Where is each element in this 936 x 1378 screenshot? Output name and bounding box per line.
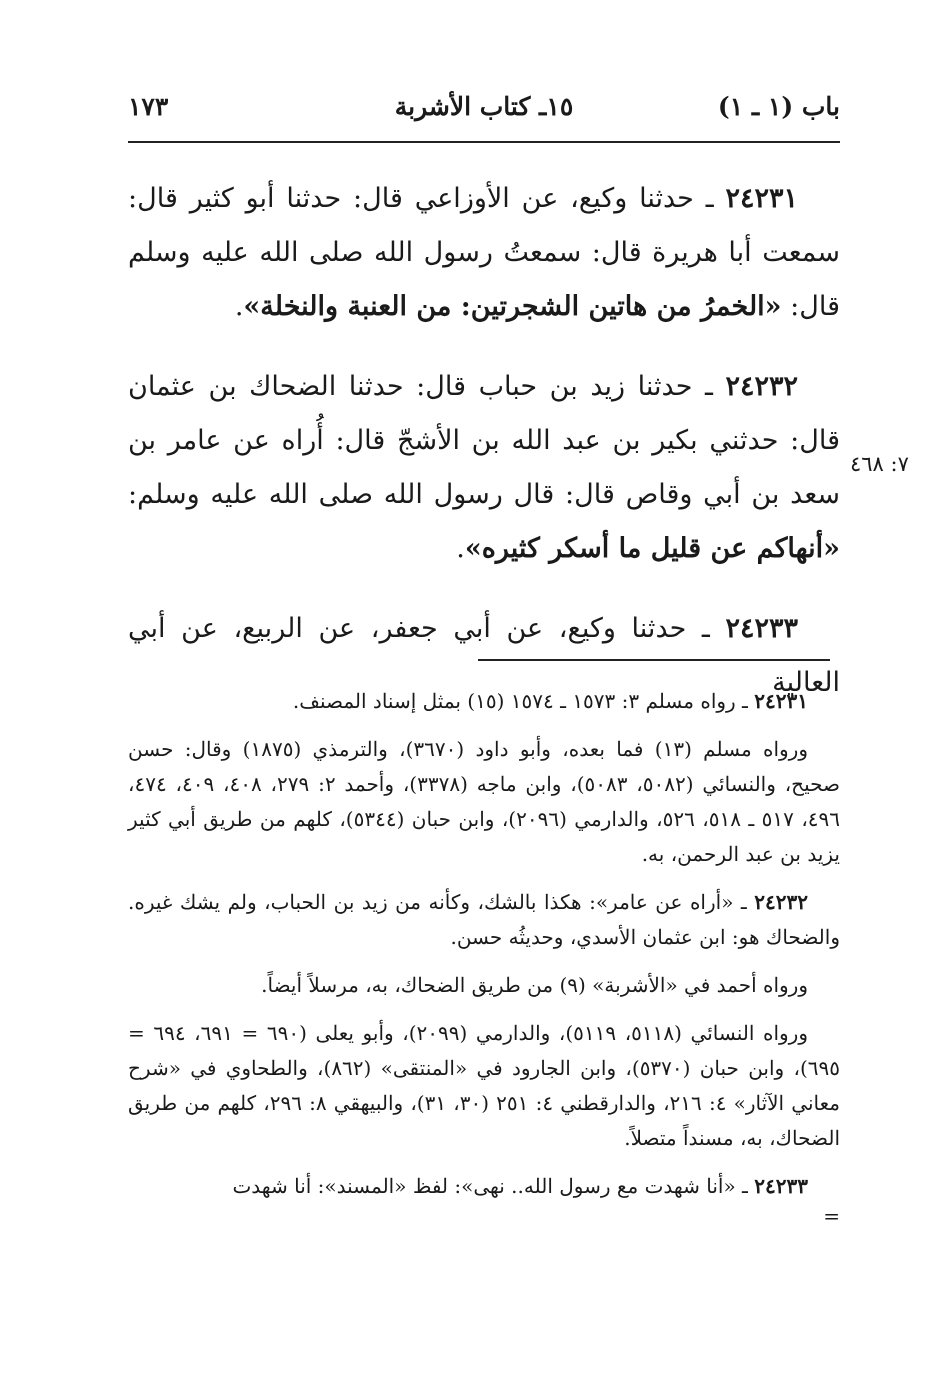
hadith-text: ـ حدثنا وكيع، عن أبي جعفر، عن الربيع، عن أبي العالية — [128, 613, 840, 698]
footnote — [128, 885, 840, 955]
hadith-number: ٢٤٢٣١ — [725, 183, 798, 214]
footnote-number: ٢٤٢٣١ — [754, 689, 808, 713]
footnote-rule — [478, 659, 830, 661]
footnote — [128, 1016, 840, 1156]
header-rule — [128, 141, 840, 143]
main-text — [128, 172, 840, 710]
hadith-text: ـ حدثنا وكيع، عن الأوزاعي قال: حدثنا أبو كثير قال: سمعت أبا هريرة قال: سمعتُ رسول الله صلى الله عليه وسلم قال: — [128, 183, 840, 322]
footnote-text: ـ «أراه عن عامر»: هكذا بالشك، وكأنه من زيد بن الحباب، ولم يشك غيره. والضحاك هو: ابن عثمان الأسدي، وحديثُه حسن. — [128, 890, 840, 949]
footnote — [128, 1169, 840, 1204]
hadith-quote: «الخمرُ من هاتين الشجرتين: من العنبة والنخلة» — [243, 291, 782, 322]
hadith-paragraph — [128, 360, 840, 576]
footnote-number: ٢٤٢٣٢ — [754, 890, 808, 914]
footnote-text: ـ «أنا شهدت مع رسول الله.. نهى»: لفظ «المسند»: أنا شهدت — [232, 1174, 755, 1198]
page-header — [128, 88, 840, 132]
hadith-end: . — [456, 533, 465, 564]
footnote — [128, 968, 840, 1003]
margin-volume-reference: ٧: ٤٦٨ — [850, 452, 909, 476]
hadith-end: . — [234, 291, 244, 322]
footnote-text: ورواه أحمد في «الأشربة» (٩) من طريق الضحاك، به، مرسلاً أيضاً. — [261, 973, 808, 997]
footnote-text: ـ رواه مسلم ٣: ١٥٧٣ ـ ١٥٧٤ (١٥) بمثل إسناد المصنف. — [292, 689, 755, 713]
footnotes — [128, 684, 840, 1228]
book-title: ١٥ـ كتاب الأشربة — [394, 92, 574, 121]
hadith-quote: «أنهاكم عن قليل ما أسكر كثيره» — [464, 533, 840, 564]
hadith-text: ـ حدثنا زيد بن حباب قال: حدثنا الضحاك بن عثمان قال: حدثني بكير بن عبد الله بن الأشجّ قال: أُراه عن عامر بن سعد بن أبي وقاص قال: قال رسول الله صلى الله عليه وسلم: — [128, 371, 840, 510]
hadith-number: ٢٤٢٣٣ — [725, 613, 798, 644]
page-number: ١٧٣ — [128, 92, 169, 121]
hadith-number: ٢٤٢٣٢ — [725, 371, 798, 402]
chapter-title: باب (١ ـ ١) — [717, 92, 840, 121]
footnote — [128, 684, 840, 719]
hadith-paragraph — [128, 172, 840, 334]
footnote-text: ورواه مسلم (١٣) فما بعده، وأبو داود (٣٦٧٠)، والترمذي (١٨٧٥) وقال: حسن صحيح، والنسائي (٥٠٨٢، ٥٠٨٣)، وابن ماجه (٣٣٧٨)، وأحمد ٢: ٢٧٩، ٤٠٨، ٤٠٩، ٤٧٤، ٤٩٦، ٥١٧ ـ ٥١٨، ٥٢٦، والدارمي (٢٠٩٦)، وابن حبان (٥٣٤٤)، كلهم من طريق أبي كثير يزيد بن عبد الرحمن، به. — [128, 737, 841, 866]
footnote-text: ورواه النسائي (٥١١٨، ٥١١٩)، والدارمي (٢٠٩٩)، وأبو يعلى (٦٩٠ = ٦٩١، ٦٩٤ = ٦٩٥)، وابن حبان (٥٣٧٠)، وابن الجارود في «المنتقى» (٨٦٢)، والطحاوي في «شرح معاني الآثار» ٤: ٢١٦، والدارقطني ٤: ٢٥١ (٣٠، ٣١)، والبيهقي ٨: ٢٩٦، كلهم من طريق الضحاك، به، مسنداً متصلاً. — [128, 1021, 840, 1150]
footnote — [128, 732, 840, 872]
footnote-number: ٢٤٢٣٣ — [754, 1174, 808, 1198]
continuation-mark: = — [823, 1204, 840, 1228]
